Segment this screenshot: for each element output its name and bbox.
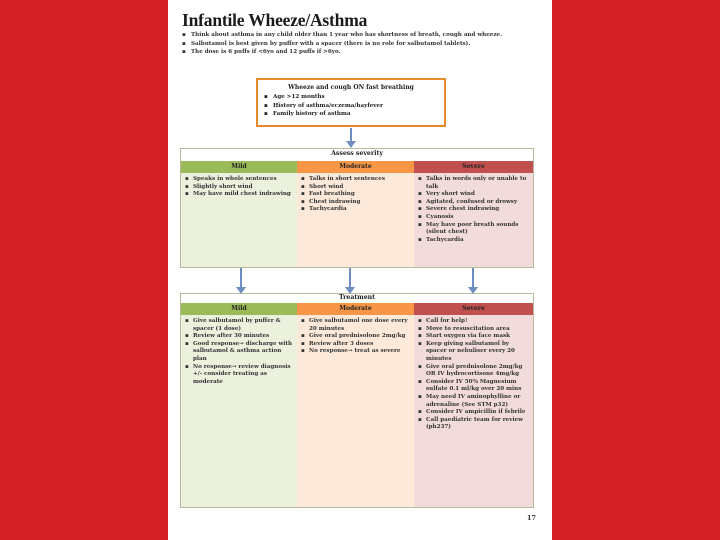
list-item: ▪ No response→ treat as severe [300,348,411,356]
list-item: ▪ Speaks in whole sentences [184,176,294,184]
list-item: ▪ Consider IV ampicillin if febrile [417,409,530,417]
list-item: ▪ May have mild chest indrawing [184,191,294,199]
severity-col-header: Severe [414,161,533,173]
intro-item: ▪ Salbutamol is best given by puffer with a spacer (there is no role for salbutamol tablets). [182,40,534,49]
list-item: ▪ Move to resuscitation area [417,326,530,334]
severity-col-list [181,173,297,267]
treatment-heading: Treatment [338,294,376,301]
list-item: ▪ Give salbutamol by puffer & spacer (1 dose) [184,318,294,333]
flow-arrow-down [240,268,242,288]
treatment-col-list [297,315,414,507]
list-item: ▪ Give oral prednisolone 2mg/kg [300,333,411,341]
wheeze-criteria-item: ▪ Family history of asthma [264,110,383,119]
list-item: ▪ Cyanosis [417,214,530,222]
document-page [168,0,552,540]
list-item: ▪ Short wind [300,184,411,192]
severity-col-list [297,173,414,267]
severity-col-list [414,173,533,267]
list-item: ▪ May need IV aminophylline or adrenaline (See STM p32) [417,394,530,409]
page-title: Infantile Wheeze/Asthma [182,10,368,30]
intro-item: ▪ Think about asthma in any child older than 1 year who has shortness of breath, cough and wheeze. [182,31,534,40]
treatment-col-list [414,315,533,507]
page-number: 17 [526,514,536,522]
treatment-section [180,293,534,508]
list-item: ▪ Give salbutamol one dose every 20 minutes [300,318,411,333]
treatment-col-moderate [297,303,414,507]
list-item: ▪ Tachycardia [300,206,411,214]
flow-arrow-down [472,268,474,288]
treatment-col-mild [181,303,297,507]
list-item: ▪ May have poor breath sounds (silent chest) [417,222,530,237]
list-item: ▪ Consider IV 50% Magnesium sulfate 0.1 ml/kg over 20 mins [417,379,530,394]
treatment-col-severe [414,303,533,507]
list-item: ▪ Tachycardia [417,237,530,245]
list-item: ▪ Review after 3 doses [300,341,411,349]
list-item: ▪ Talks in words only or unable to talk [417,176,530,191]
list-item: ▪ No response→ review diagnosis +/- consider treating as moderate [184,364,294,387]
list-item: ▪ Good response→ discharge with salbutamol & asthma action plan [184,341,294,364]
treatment-col-header: Mild [181,303,297,315]
list-item: ▪ Severe chest indrawing [417,206,530,214]
wheeze-box-title: Wheeze and cough ON fast breathing [288,84,414,91]
severity-col-severe [414,161,533,267]
list-item: ▪ Call for help! [417,318,530,326]
severity-col-header: Moderate [297,161,414,173]
intro-item: ▪ The dose is 6 puffs if <6yo and 12 puffs if >6yo. [182,48,534,57]
severity-col-header: Mild [181,161,297,173]
list-item: ▪ Slightly short wind [184,184,294,192]
wheeze-criteria-box [256,78,446,127]
severity-heading: Assess severity [331,150,383,157]
treatment-col-header: Severe [414,303,533,315]
list-item: ▪ Call paediatric team for review (ph237) [417,417,530,432]
list-item: ▪ Chest indrawing [300,199,411,207]
intro-list [182,31,534,57]
severity-col-mild [181,161,297,267]
treatment-col-header: Moderate [297,303,414,315]
wheeze-criteria-list [264,93,383,119]
flow-arrow-down [349,268,351,288]
flow-arrow-down [350,128,352,142]
severity-section [180,148,534,268]
list-item: ▪ Talks in short sentences [300,176,411,184]
list-item: ▪ Very short wind [417,191,530,199]
list-item: ▪ Agitated, confused or drowsy [417,199,530,207]
list-item: ▪ Review after 30 minutes [184,333,294,341]
list-item: ▪ Give oral prednisolone 2mg/kg OR IV hydrocortisone 4mg/kg [417,364,530,379]
list-item: ▪ Fast breathing [300,191,411,199]
wheeze-criteria-item: ▪ Age >12 months [264,93,383,102]
treatment-col-list [181,315,297,507]
list-item: ▪ Start oxygen via face mask [417,333,530,341]
severity-col-moderate [297,161,414,267]
wheeze-criteria-item: ▪ History of asthma/eczema/hayfever [264,102,383,111]
list-item: ▪ Keep giving salbutamol by spacer or nebuliser every 20 minutes [417,341,530,364]
